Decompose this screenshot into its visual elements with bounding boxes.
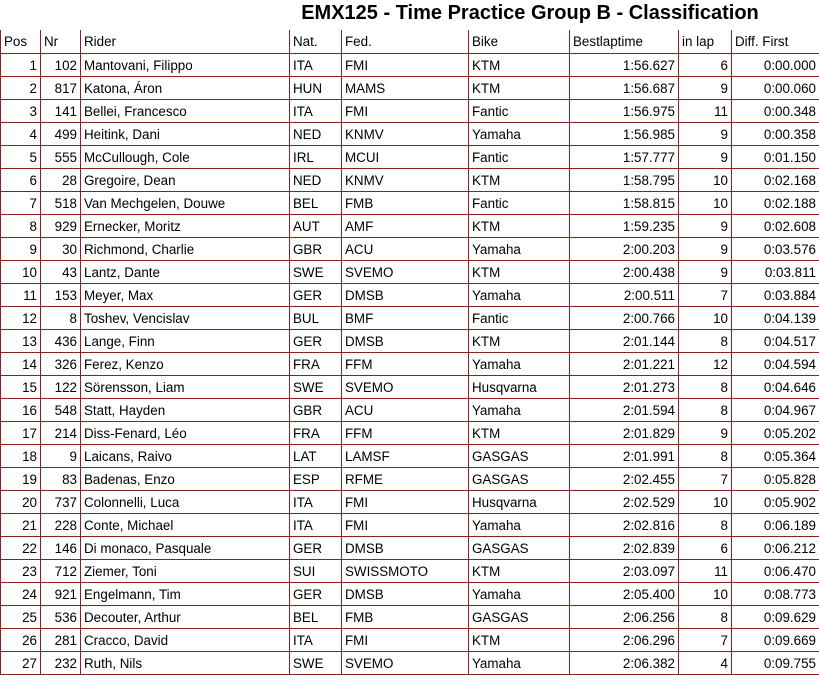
cell-nr: 929 [41,215,81,238]
table-row [0,330,819,353]
cell-diff-first: 0:04.594 [732,353,819,376]
cell-rider: Diss-Fenard, Léo [81,422,290,445]
cell-nr: 232 [41,652,81,675]
cell-nat: AUT [290,215,342,238]
cell-rider: Cracco, David [81,629,290,652]
cell-diff-first: 0:05.202 [732,422,819,445]
cell-rider: Ziemer, Toni [81,560,290,583]
cell-diff-first: 0:04.517 [732,330,819,353]
cell-rider: Katona, Áron [81,77,290,100]
cell-fed: FMI [342,629,469,652]
cell-fed: LAMSF [342,445,469,468]
cell-pos: 20 [0,491,41,514]
table-row [0,514,819,537]
table-row [0,445,819,468]
cell-pos: 18 [0,445,41,468]
cell-bike: GASGAS [469,468,570,491]
cell-in-lap: 6 [679,54,732,77]
cell-fed: FMB [342,606,469,629]
table-row [0,376,819,399]
cell-rider: Di monaco, Pasquale [81,537,290,560]
cell-fed: FMB [342,192,469,215]
cell-bestlaptime: 1:57.777 [570,146,679,169]
cell-rider: Badenas, Enzo [81,468,290,491]
cell-in-lap: 10 [679,583,732,606]
cell-rider: McCullough, Cole [81,146,290,169]
cell-bike: Yamaha [469,583,570,606]
cell-pos: 15 [0,376,41,399]
cell-nr: 8 [41,307,81,330]
cell-rider: Mantovani, Filippo [81,54,290,77]
cell-bike: GASGAS [469,606,570,629]
cell-diff-first: 0:06.470 [732,560,819,583]
cell-rider: Sörensson, Liam [81,376,290,399]
cell-in-lap: 9 [679,261,732,284]
cell-nat: BEL [290,192,342,215]
cell-nr: 228 [41,514,81,537]
cell-nat: FRA [290,422,342,445]
cell-nat: HUN [290,77,342,100]
cell-nr: 122 [41,376,81,399]
cell-bestlaptime: 2:02.816 [570,514,679,537]
cell-bike: KTM [469,560,570,583]
cell-in-lap: 12 [679,353,732,376]
cell-fed: RFME [342,468,469,491]
cell-rider: Gregoire, Dean [81,169,290,192]
table-row [0,629,819,652]
cell-fed: KNMV [342,123,469,146]
cell-bestlaptime: 2:02.839 [570,537,679,560]
cell-nat: ESP [290,468,342,491]
cell-diff-first: 0:00.358 [732,123,819,146]
cell-in-lap: 4 [679,652,732,675]
cell-diff-first: 0:01.150 [732,146,819,169]
cell-pos: 6 [0,169,41,192]
cell-bike: Fantic [469,100,570,123]
cell-in-lap: 9 [679,77,732,100]
cell-nr: 536 [41,606,81,629]
cell-pos: 27 [0,652,41,675]
cell-diff-first: 0:04.646 [732,376,819,399]
cell-rider: Richmond, Charlie [81,238,290,261]
cell-pos: 14 [0,353,41,376]
cell-nr: 921 [41,583,81,606]
cell-fed: SVEMO [342,376,469,399]
cell-rider: Lange, Finn [81,330,290,353]
table-body [0,54,819,675]
cell-bike: Yamaha [469,399,570,422]
table-row [0,169,819,192]
cell-diff-first: 0:00.348 [732,100,819,123]
cell-in-lap: 6 [679,537,732,560]
cell-nat: LAT [290,445,342,468]
col-header-bestlaptime: Bestlaptime [570,30,679,54]
cell-pos: 7 [0,192,41,215]
cell-in-lap: 8 [679,606,732,629]
cell-pos: 3 [0,100,41,123]
col-header-diff-first: Diff. First [732,30,819,54]
cell-fed: FMI [342,100,469,123]
cell-diff-first: 0:08.773 [732,583,819,606]
cell-pos: 1 [0,54,41,77]
table-row [0,100,819,123]
cell-nat: GBR [290,238,342,261]
cell-bestlaptime: 2:01.594 [570,399,679,422]
cell-bestlaptime: 1:56.687 [570,77,679,100]
cell-nr: 153 [41,284,81,307]
cell-bike: Husqvarna [469,376,570,399]
cell-bike: Fantic [469,192,570,215]
cell-nr: 817 [41,77,81,100]
table-row [0,238,819,261]
cell-bike: Fantic [469,307,570,330]
cell-fed: AMF [342,215,469,238]
cell-nat: GER [290,330,342,353]
cell-in-lap: 8 [679,445,732,468]
cell-in-lap: 7 [679,468,732,491]
col-header-fed: Fed. [342,30,469,54]
cell-nr: 28 [41,169,81,192]
cell-pos: 12 [0,307,41,330]
cell-nat: NED [290,123,342,146]
cell-bestlaptime: 2:06.382 [570,652,679,675]
table-row [0,146,819,169]
cell-bestlaptime: 2:02.529 [570,491,679,514]
cell-nr: 499 [41,123,81,146]
col-header-nr: Nr [41,30,81,54]
cell-bike: Yamaha [469,514,570,537]
cell-bestlaptime: 2:03.097 [570,560,679,583]
cell-bike: KTM [469,629,570,652]
cell-fed: FMI [342,54,469,77]
cell-nr: 141 [41,100,81,123]
cell-nr: 326 [41,353,81,376]
cell-pos: 13 [0,330,41,353]
cell-fed: DMSB [342,583,469,606]
cell-bestlaptime: 2:05.400 [570,583,679,606]
table-row [0,192,819,215]
cell-bike: KTM [469,169,570,192]
cell-bestlaptime: 2:00.438 [570,261,679,284]
cell-rider: Statt, Hayden [81,399,290,422]
cell-bestlaptime: 1:56.627 [570,54,679,77]
cell-diff-first: 0:05.902 [732,491,819,514]
table-row [0,583,819,606]
table-row [0,537,819,560]
cell-rider: Colonnelli, Luca [81,491,290,514]
cell-fed: FFM [342,422,469,445]
table-row [0,261,819,284]
cell-nat: BEL [290,606,342,629]
cell-diff-first: 0:02.168 [732,169,819,192]
cell-nr: 30 [41,238,81,261]
col-header-pos: Pos [0,30,41,54]
cell-bike: KTM [469,422,570,445]
table-row [0,491,819,514]
cell-pos: 16 [0,399,41,422]
cell-nat: BUL [290,307,342,330]
cell-diff-first: 0:02.608 [732,215,819,238]
cell-nat: IRL [290,146,342,169]
cell-nat: SWE [290,652,342,675]
page-title: EMX125 - Time Practice Group B - Classification [301,2,759,24]
cell-nr: 214 [41,422,81,445]
cell-fed: KNMV [342,169,469,192]
table-row [0,560,819,583]
cell-fed: BMF [342,307,469,330]
cell-bike: Yamaha [469,123,570,146]
table-row [0,606,819,629]
cell-diff-first: 0:03.884 [732,284,819,307]
cell-fed: FMI [342,491,469,514]
cell-fed: DMSB [342,330,469,353]
cell-in-lap: 8 [679,376,732,399]
col-header-rider: Rider [81,30,290,54]
cell-in-lap: 10 [679,192,732,215]
cell-bestlaptime: 2:00.766 [570,307,679,330]
cell-bestlaptime: 2:00.203 [570,238,679,261]
cell-diff-first: 0:04.967 [732,399,819,422]
table-row [0,123,819,146]
cell-nat: GER [290,583,342,606]
col-header-bike: Bike [469,30,570,54]
table-row [0,399,819,422]
cell-diff-first: 0:00.060 [732,77,819,100]
table-row [0,54,819,77]
cell-pos: 17 [0,422,41,445]
cell-in-lap: 7 [679,284,732,307]
cell-in-lap: 11 [679,560,732,583]
cell-pos: 23 [0,560,41,583]
cell-in-lap: 8 [679,399,732,422]
cell-nr: 712 [41,560,81,583]
cell-rider: Laicans, Raivo [81,445,290,468]
cell-fed: FFM [342,353,469,376]
cell-bestlaptime: 1:58.795 [570,169,679,192]
cell-pos: 2 [0,77,41,100]
cell-bike: GASGAS [469,445,570,468]
cell-bestlaptime: 1:56.985 [570,123,679,146]
cell-diff-first: 0:09.669 [732,629,819,652]
cell-rider: Conte, Michael [81,514,290,537]
cell-diff-first: 0:00.000 [732,54,819,77]
cell-nr: 555 [41,146,81,169]
cell-nr: 436 [41,330,81,353]
cell-diff-first: 0:05.364 [732,445,819,468]
cell-bestlaptime: 2:01.273 [570,376,679,399]
cell-pos: 4 [0,123,41,146]
cell-nat: GER [290,284,342,307]
cell-rider: Ferez, Kenzo [81,353,290,376]
cell-nat: ITA [290,629,342,652]
cell-bike: Yamaha [469,353,570,376]
cell-in-lap: 9 [679,123,732,146]
cell-in-lap: 11 [679,100,732,123]
cell-nr: 281 [41,629,81,652]
cell-rider: Toshev, Vencislav [81,307,290,330]
cell-nr: 146 [41,537,81,560]
cell-diff-first: 0:09.629 [732,606,819,629]
cell-bestlaptime: 2:01.829 [570,422,679,445]
cell-nr: 102 [41,54,81,77]
cell-rider: Van Mechgelen, Douwe [81,192,290,215]
cell-nat: GBR [290,399,342,422]
cell-bestlaptime: 1:58.815 [570,192,679,215]
cell-nat: SUI [290,560,342,583]
cell-rider: Meyer, Max [81,284,290,307]
cell-fed: SVEMO [342,261,469,284]
cell-diff-first: 0:06.189 [732,514,819,537]
cell-in-lap: 8 [679,330,732,353]
cell-rider: Ruth, Nils [81,652,290,675]
table-header-row [0,30,819,54]
cell-fed: ACU [342,399,469,422]
table-row [0,422,819,445]
cell-in-lap: 9 [679,215,732,238]
table-row [0,77,819,100]
cell-bestlaptime: 2:06.296 [570,629,679,652]
cell-fed: SWISSMOTO [342,560,469,583]
cell-pos: 22 [0,537,41,560]
table-row [0,215,819,238]
cell-nr: 9 [41,445,81,468]
cell-bestlaptime: 1:59.235 [570,215,679,238]
cell-pos: 9 [0,238,41,261]
cell-diff-first: 0:09.755 [732,652,819,675]
cell-pos: 5 [0,146,41,169]
cell-pos: 10 [0,261,41,284]
table-row [0,652,819,675]
cell-nat: ITA [290,491,342,514]
cell-rider: Bellei, Francesco [81,100,290,123]
table-row [0,468,819,491]
cell-pos: 21 [0,514,41,537]
cell-bestlaptime: 2:02.455 [570,468,679,491]
cell-fed: FMI [342,514,469,537]
cell-nat: ITA [290,54,342,77]
cell-bestlaptime: 2:01.144 [570,330,679,353]
cell-nr: 737 [41,491,81,514]
cell-in-lap: 10 [679,491,732,514]
cell-nat: ITA [290,100,342,123]
table-row [0,353,819,376]
cell-bike: KTM [469,54,570,77]
cell-in-lap: 7 [679,629,732,652]
cell-nat: FRA [290,353,342,376]
cell-nat: ITA [290,514,342,537]
cell-diff-first: 0:04.139 [732,307,819,330]
cell-diff-first: 0:05.828 [732,468,819,491]
cell-fed: ACU [342,238,469,261]
cell-nr: 548 [41,399,81,422]
cell-nat: GER [290,537,342,560]
col-header-in-lap: in lap [679,30,732,54]
classification-table [0,30,819,675]
cell-nr: 43 [41,261,81,284]
cell-bike: Fantic [469,146,570,169]
cell-rider: Lantz, Dante [81,261,290,284]
cell-pos: 19 [0,468,41,491]
cell-pos: 26 [0,629,41,652]
cell-bestlaptime: 2:01.221 [570,353,679,376]
cell-fed: MCUI [342,146,469,169]
table-row [0,284,819,307]
cell-bike: KTM [469,261,570,284]
cell-bestlaptime: 1:56.975 [570,100,679,123]
cell-diff-first: 0:03.811 [732,261,819,284]
cell-fed: SVEMO [342,652,469,675]
cell-rider: Ernecker, Moritz [81,215,290,238]
cell-in-lap: 10 [679,307,732,330]
cell-bestlaptime: 2:00.511 [570,284,679,307]
cell-nr: 83 [41,468,81,491]
cell-bike: Yamaha [469,284,570,307]
cell-in-lap: 10 [679,169,732,192]
cell-rider: Engelmann, Tim [81,583,290,606]
cell-bike: Yamaha [469,652,570,675]
cell-nat: NED [290,169,342,192]
cell-in-lap: 9 [679,146,732,169]
cell-nat: SWE [290,261,342,284]
cell-pos: 25 [0,606,41,629]
cell-bike: KTM [469,215,570,238]
cell-nat: SWE [290,376,342,399]
cell-pos: 24 [0,583,41,606]
cell-diff-first: 0:02.188 [732,192,819,215]
cell-bike: Yamaha [469,238,570,261]
cell-diff-first: 0:03.576 [732,238,819,261]
cell-bestlaptime: 2:06.256 [570,606,679,629]
cell-fed: MAMS [342,77,469,100]
cell-bike: KTM [469,77,570,100]
cell-pos: 11 [0,284,41,307]
cell-bike: KTM [469,330,570,353]
cell-rider: Heitink, Dani [81,123,290,146]
cell-diff-first: 0:06.212 [732,537,819,560]
cell-in-lap: 8 [679,514,732,537]
cell-fed: DMSB [342,284,469,307]
cell-rider: Decouter, Arthur [81,606,290,629]
cell-fed: DMSB [342,537,469,560]
cell-bike: GASGAS [469,537,570,560]
cell-bestlaptime: 2:01.991 [570,445,679,468]
cell-bike: Husqvarna [469,491,570,514]
cell-nr: 518 [41,192,81,215]
table-row [0,307,819,330]
cell-in-lap: 9 [679,422,732,445]
cell-pos: 8 [0,215,41,238]
cell-in-lap: 9 [679,238,732,261]
col-header-nat: Nat. [290,30,342,54]
